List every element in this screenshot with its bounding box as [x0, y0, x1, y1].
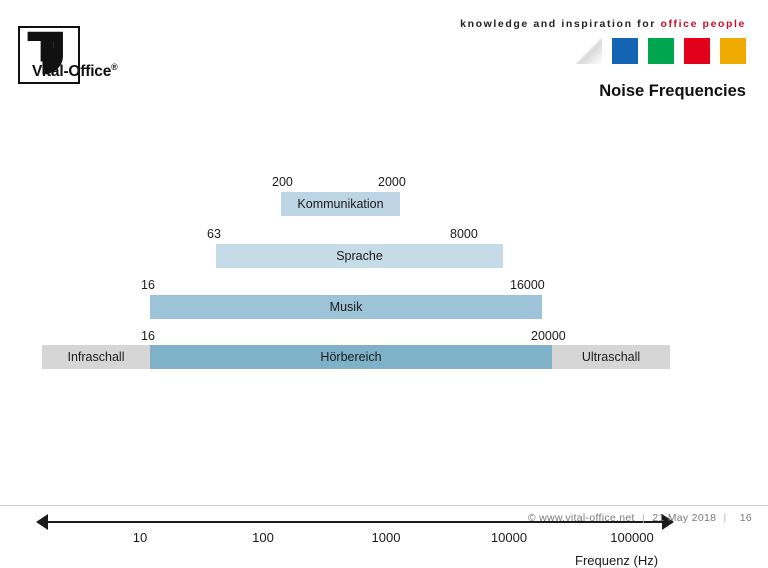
hoerbereich-max-label: 20000 [531, 329, 566, 343]
footer-page-number: 16 [739, 512, 752, 524]
page-title: Noise Frequencies [599, 82, 746, 100]
footer-date: 21 May 2018 [652, 512, 717, 524]
tagline-primary: knowledge and inspiration for [460, 18, 656, 30]
footer-divider [0, 505, 768, 506]
kommunikation-max-label: 2000 [378, 175, 406, 189]
bar-label-infraschall: Infraschall [67, 350, 125, 364]
logo-wordmark-text: Vital-Office [32, 63, 112, 81]
footer [528, 512, 752, 524]
footer-copyright: © [527, 512, 536, 524]
bar-ultraschall [552, 345, 670, 369]
kommunikation-min-label: 200 [272, 175, 293, 189]
x-axis-tick-10: 10 [132, 530, 148, 545]
bar-label-musik: Musik [329, 300, 363, 314]
footer-separator-2: | [723, 512, 727, 524]
bar-musik [150, 295, 542, 319]
swatch-blue [612, 38, 638, 64]
footer-site[interactable]: www.vital-office.net [539, 512, 635, 524]
musik-max-label: 16000 [510, 278, 545, 292]
musik-min-label: 16 [141, 278, 155, 292]
bar-kommunikation [281, 192, 400, 216]
swatch-yellow [720, 38, 746, 64]
logo-wordmark [32, 62, 118, 81]
logo-trademark: ® [111, 62, 118, 72]
bar-label-ultraschall: Ultraschall [581, 350, 641, 364]
tagline-accent: office people [660, 18, 746, 30]
x-axis-arrow-left-icon [36, 514, 48, 530]
brand-swatches [576, 38, 746, 64]
swatch-white [576, 38, 602, 64]
header-tagline [460, 18, 746, 30]
x-axis-tick-10000: 10000 [490, 530, 528, 545]
sprache-max-label: 8000 [450, 227, 478, 241]
swatch-red [684, 38, 710, 64]
sprache-min-label: 63 [207, 227, 221, 241]
x-axis-title: Frequenz (Hz) [575, 553, 659, 568]
swatch-green [648, 38, 674, 64]
footer-separator-1: | [641, 512, 646, 524]
x-axis-tick-1000: 1000 [371, 530, 401, 545]
bar-label-sprache: Sprache [336, 249, 383, 263]
x-axis-tick-100: 100 [252, 530, 274, 545]
bar-hoerbereich [150, 345, 552, 369]
bar-sprache [216, 244, 503, 268]
bar-label-hoerbereich: Hörbereich [320, 350, 382, 364]
bar-infraschall [42, 345, 150, 369]
x-axis-tick-100000: 100000 [610, 530, 654, 545]
hoerbereich-min-label: 16 [141, 329, 155, 343]
bar-label-kommunikation: Kommunikation [297, 197, 384, 211]
